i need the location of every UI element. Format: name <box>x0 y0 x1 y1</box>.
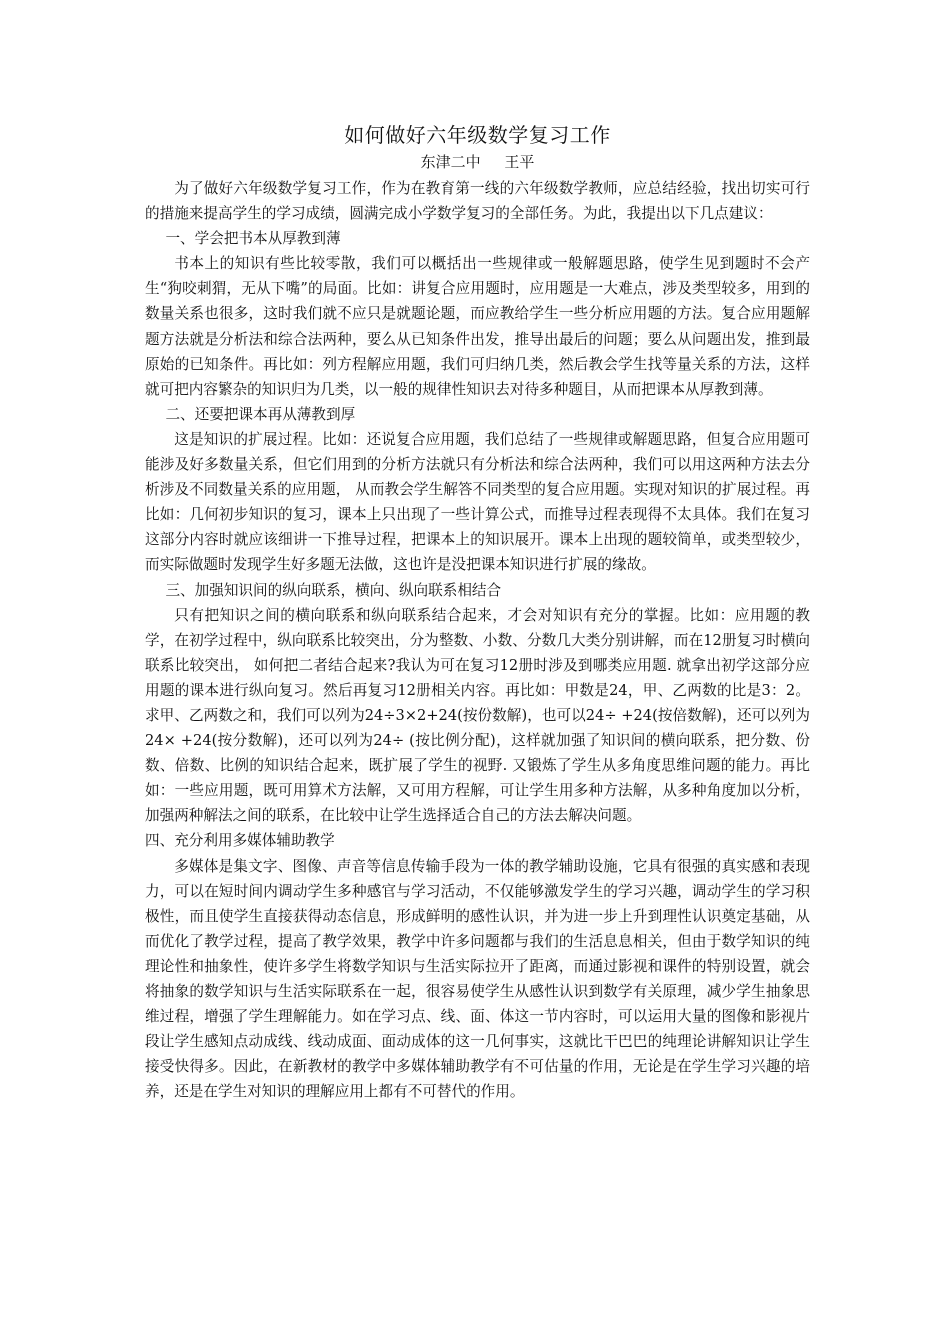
document-page <box>145 120 810 1104</box>
section-heading-3: 三、加强知识间的纵向联系，横向、纵向联系相结合 <box>165 581 502 599</box>
section-heading-1: 一、学会把书本从厚教到薄 <box>165 230 341 248</box>
section-body-1: 书本上的知识有些比较零散，我们可以概括出一些规律或一般解题思路，使学生见到题时不会产生“狗咬刺猬，无从下嘴”的局面。比如：讲复合应用题时，应用题是一大难点，涉及类型较多，用到的数量关系也很多，这时我们就不应只是就题论题，而应教给学生一些分析应用题的方法。复合应用题解题方法就是分析法和综合法两种，要么从已知条件出发，推导出最后的问题；要么从问题出发，推到最原始的已知条件。再比如：列方程解应用题，我们可归纳几类，然后教会学生找等量关系的方法，这样就可把内容繁杂的知识归为几类，以一般的规律性知识去对待多种题目，从而把课本从厚教到薄。 <box>145 255 810 398</box>
section-body-4: 多媒体是集文字、图像、声音等信息传输手段为一体的教学辅助设施，它具有很强的真实感和表现力，可以在短时间内调动学生多种感官与学习活动，不仅能够激发学生的学习兴趣，调动学生的学习积极性，而且使学生直接获得动态信息，形成鲜明的感性认识，并为进一步上升到理性认识奠定基础，从而优化了教学过程，提高了教学效果，教学中许多问题都与我们的生活息息相关，但由于数学知识的纯理论性和抽象性，使许多学生将数学知识与生活实际拉开了距离，而通过影视和课件的特别设置，就会将抽象的数学知识与生活实际联系在一起，很容易使学生从感性认识到数学有关原理，减少学生抽象思维过程，增强了学生理解能力。如在学习点、线、面、体这一节内容时，可以运用大量的图像和影视片段让学生感知点动成线、线动成面、面动成体的这一几何事实，这就比干巴巴的纯理论讲解知识让学生接受快得多。因此，在新教材的教学中多媒体辅助教学有不可估量的作用，无论是在学生学习兴趣的培养，还是在学生对知识的理解应用上都有不可替代的作用。 <box>145 857 810 1101</box>
document-title: 如何做好六年级数学复习工作 <box>344 123 611 147</box>
section-heading-2: 二、还要把课本再从薄教到厚 <box>165 405 356 423</box>
section-body-2: 这是知识的扩展过程。比如：还说复合应用题，我们总结了一些规律或解题思路，但复合应用题可能涉及好多数量关系，但它们用到的分析方法就只有分析法和综合法两种，我们可以用这两种方法去分析涉及不同数量关系的应用题， 从而教会学生解答不同类型的复合应用题。实现对知识的扩展过程。再比如：几何初步知识的复习，课本上只出现了一些计算公式，而推导过程表现得不太具体。我们在复习这部分内容时就应该细讲一下推导过程，把课本上的知识展开。课本上出现的题较简单，或类型较少，而实际做题时发现学生好多题无法做，这也许是没把课本知识进行扩展的缘故。 <box>145 430 810 574</box>
document-author: 东津二中 王平 <box>420 153 535 171</box>
intro-paragraph: 为了做好六年级数学复习工作，作为在教育第一线的六年级数学教师，应总结经验，找出切实可行的措施来提高学生的学习成绩，圆满完成小学数学复习的全部任务。为此，我提出以下几点建议： <box>145 180 810 223</box>
section-body-3: 只有把知识之间的横向联系和纵向联系结合起来，才会对知识有充分的掌握。比如：应用题的教学，在初学过程中，纵向联系比较突出，分为整数、小数、分数几大类分别讲解，而在12册复习时横向联系比较突出， 如何把二者结合起来?我认为可在复习12册时涉及到哪类应用题. 就拿出初学这部分应用题的课本进行纵向复习。然后再复习12册相关内容。再比如：甲数是24，甲、乙两数的比是3：2。求甲、乙两数之和，我们可以列为24÷3×2+24(按份数解)，也可以24÷ +24(按倍数解)，还可以列为24× +24(按分数解)，还可以列为24÷ (按比例分配)，这样就加强了知识间的横向联系，把分数、份数、倍数、比例的知识结合起来，既扩展了学生的视野. 又锻炼了学生从多角度思维问题的能力。再比如：一些应用题，既可用算术方法解，又可用方程解，可让学生用多种方法解，从多种角度加以分析，加强两种解法之间的联系，在比较中让学生选择适合自己的方法去解决问题。 <box>145 606 810 825</box>
section-heading-4: 四、充分利用多媒体辅助教学 <box>145 832 335 850</box>
